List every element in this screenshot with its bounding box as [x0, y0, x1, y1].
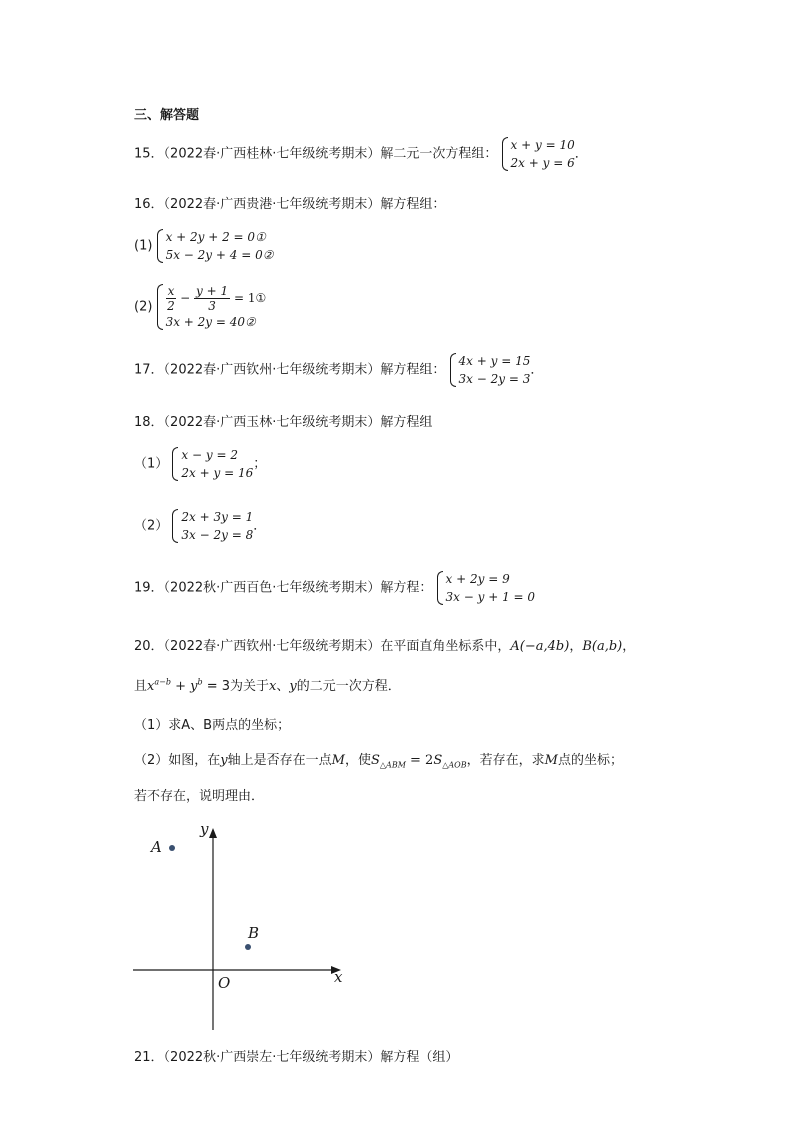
q19-text: 19．（2022秋·广西百色·七年级统考期末）解方程： [134, 580, 433, 596]
question-17 [134, 352, 543, 388]
q16-part-1 [134, 228, 273, 264]
point-b [245, 944, 251, 950]
q16-p1-eq1: x + 2y + 2 = 0① [165, 230, 266, 244]
q16-p1-label: (1) [134, 238, 153, 254]
q16-p2-fraction-1: $\frac{x}{2}$ [167, 284, 175, 313]
y-axis-arrow [209, 828, 217, 838]
q17-eq1: 4x + y = 15 [458, 354, 531, 368]
question-20-part-1: （1）求A、B两点的坐标； [134, 718, 291, 733]
q16-p2-system [157, 283, 267, 331]
section-heading: 三、解答题 [134, 108, 200, 123]
q18-p1-end: ； [253, 456, 267, 472]
q18-p2-eq2: 3x − 2y = 8 [181, 528, 254, 542]
question-20-line-1: 20．（2022春·广西钦州·七年级统考期末）在平面直角坐标系中，A(−a,4b)，B(a,b)， [134, 639, 636, 654]
q17-text: 17．（2022春·广西钦州·七年级统考期末）解方程组： [134, 362, 446, 378]
q18-part-1 [134, 446, 266, 482]
point-b-label: B [248, 924, 260, 942]
q19-equation-system [437, 570, 536, 606]
question-19 [134, 570, 535, 606]
point-a-label: A [151, 838, 162, 856]
q18-p1-system [172, 446, 253, 482]
q15-text: 15．（2022春·广西桂林·七年级统考期末）解二元一次方程组： [134, 146, 498, 162]
q16-p2-fraction-2: $\frac{y + 1}{3}$ [196, 284, 229, 313]
question-15 [134, 136, 588, 172]
q18-p2-eq1: 2x + 3y = 1 [181, 510, 254, 524]
y-axis-label: y [200, 820, 209, 838]
q18-p1-eq2: 2x + y = 16 [181, 466, 254, 480]
origin-label: O [218, 974, 231, 992]
q19-eq1: x + 2y = 9 [445, 572, 510, 586]
q18-p2-end: ． [253, 518, 267, 534]
q16-p2-eq1: $\frac{x}{2}$ − $\frac{y + 1}{3}$ = 1① [167, 284, 267, 313]
q16-p1-eq2: 5x − 2y + 4 = 0② [165, 248, 274, 262]
point-a [169, 845, 175, 851]
question-20-part-2: （2）如图，在y轴上是否存在一点M，使$S_{\triangle ABM} = 2S_{\triangle AOB}$，若存在，求M点的坐标； [134, 753, 623, 770]
q16-p2-eq2: 3x + 2y = 40② [165, 315, 256, 329]
question-20-part-2-line-2: 若不存在，说明理由． [134, 789, 265, 804]
q15-end: ． [574, 146, 588, 162]
question-20-line-2: 且$x^{a-b} + y^b = 3$为关于x、y的二元一次方程． [134, 677, 401, 694]
q16-p2-label: (2) [134, 299, 153, 315]
q16-p1-system [157, 228, 274, 264]
point-b-coordinate: B(a,b) [582, 639, 623, 654]
q15-eq1: x + y = 10 [510, 138, 575, 152]
q18-p1-eq1: x − y = 2 [181, 448, 238, 462]
q18-p2-label: （2） [134, 518, 169, 534]
q19-eq2: 3x − y + 1 = 0 [445, 590, 536, 604]
q17-equation-system [450, 352, 531, 388]
x-axis-label: x [334, 968, 343, 986]
q18-p2-system [172, 508, 253, 544]
q15-equation-system [502, 136, 575, 172]
q18-part-2 [134, 508, 266, 544]
q15-eq2: 2x + y = 6 [510, 156, 575, 170]
question-21: 21．（2022秋·广西崇左·七年级统考期末）解方程（组） [134, 1050, 459, 1065]
point-a-coordinate: A(−a,4b) [510, 639, 570, 654]
question-18: 18．（2022春·广西玉林·七年级统考期末）解方程组 [134, 415, 433, 430]
q18-p1-label: （1） [134, 456, 169, 472]
question-16: 16．（2022春·广西贵港·七年级统考期末）解方程组： [134, 197, 446, 212]
coordinate-figure [120, 815, 360, 1040]
q17-eq2: 3x − 2y = 3 [458, 372, 531, 386]
q16-part-2 [134, 283, 266, 331]
q17-end: ． [530, 362, 544, 378]
